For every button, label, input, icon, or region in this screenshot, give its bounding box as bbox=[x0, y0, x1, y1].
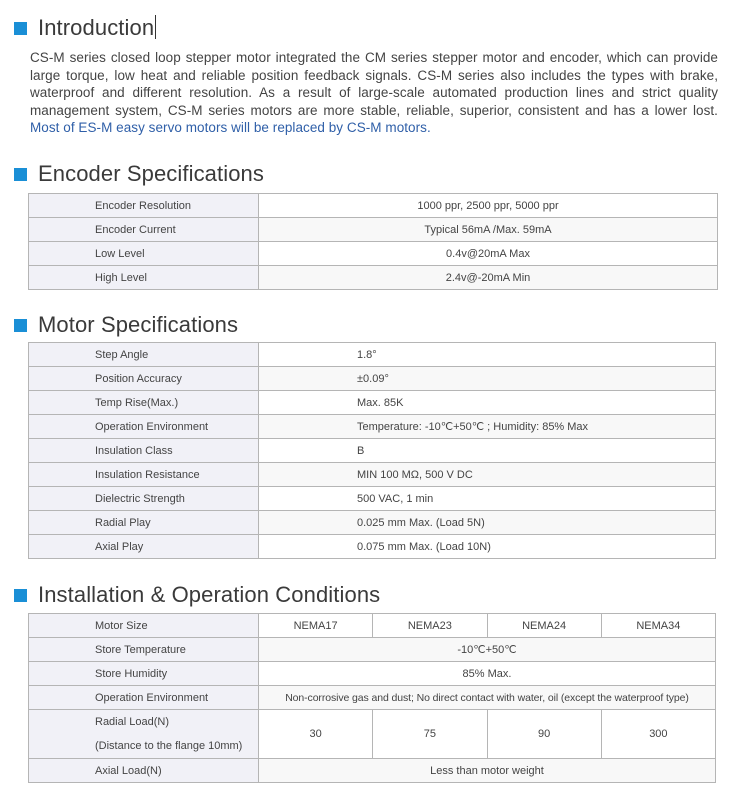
row-label: Axial Load(N) bbox=[29, 759, 259, 783]
table-row bbox=[29, 686, 716, 710]
installation-conditions-heading bbox=[14, 582, 380, 608]
row-value: 0.075 mm Max. (Load 10N) bbox=[259, 535, 716, 559]
table-row bbox=[29, 662, 716, 686]
table-row bbox=[29, 439, 716, 463]
table-row bbox=[29, 759, 716, 783]
introduction-highlight: Most of ES-M easy servo motors will be replaced by CS-M motors. bbox=[30, 120, 431, 135]
row-value: B bbox=[259, 439, 716, 463]
row-value: 0.025 mm Max. (Load 5N) bbox=[259, 511, 716, 535]
row-label: Operation Environment bbox=[29, 686, 259, 710]
installation-conditions-title: Installation & Operation Conditions bbox=[38, 582, 381, 607]
table-row bbox=[29, 511, 716, 535]
row-value: MIN 100 MΩ, 500 V DC bbox=[259, 463, 716, 487]
row-value: 85% Max. bbox=[259, 662, 716, 686]
section-square-icon bbox=[14, 319, 27, 332]
encoder-specifications-heading bbox=[14, 161, 264, 187]
section-square-icon bbox=[14, 168, 27, 181]
introduction-title: Introduction bbox=[38, 15, 155, 40]
row-value: 500 VAC, 1 min bbox=[259, 487, 716, 511]
table-row bbox=[29, 194, 718, 218]
row-label: Encoder Resolution bbox=[29, 194, 259, 218]
section-square-icon bbox=[14, 589, 27, 602]
radial-load-cell: 30 bbox=[259, 710, 373, 759]
table-row bbox=[29, 463, 716, 487]
row-label: Axial Play bbox=[29, 535, 259, 559]
row-label: Insulation Class bbox=[29, 439, 259, 463]
motor-specifications-heading bbox=[14, 312, 238, 338]
row-label: Encoder Current bbox=[29, 218, 259, 242]
table-row bbox=[29, 391, 716, 415]
row-label: Low Level bbox=[29, 242, 259, 266]
row-value: Less than motor weight bbox=[259, 759, 716, 783]
table-row bbox=[29, 242, 718, 266]
row-label: Insulation Resistance bbox=[29, 463, 259, 487]
table-row bbox=[29, 487, 716, 511]
row-label: High Level bbox=[29, 266, 259, 290]
text-cursor bbox=[155, 15, 156, 39]
row-label: Radial Play bbox=[29, 511, 259, 535]
row-label: Motor Size bbox=[29, 614, 259, 638]
table-row bbox=[29, 638, 716, 662]
row-value: 2.4v@-20mA Min bbox=[259, 266, 718, 290]
row-label bbox=[29, 710, 259, 759]
row-label: Operation Environment bbox=[29, 415, 259, 439]
row-value: ±0.09° bbox=[259, 367, 716, 391]
motor-specifications-title: Motor Specifications bbox=[38, 312, 239, 337]
row-label: Dielectric Strength bbox=[29, 487, 259, 511]
table-row bbox=[29, 614, 716, 638]
encoder-specifications-title: Encoder Specifications bbox=[38, 161, 264, 186]
row-value: 1.8° bbox=[259, 343, 716, 367]
radial-load-sublabel: (Distance to the flange 10mm) bbox=[95, 740, 243, 752]
table-row bbox=[29, 218, 718, 242]
row-label: Step Angle bbox=[29, 343, 259, 367]
row-value: Temperature: -10℃+50℃ ; Humidity: 85% Max bbox=[259, 415, 716, 439]
row-value: Typical 56mA /Max. 59mA bbox=[259, 218, 718, 242]
table-row bbox=[29, 266, 718, 290]
motor-size-cell: NEMA34 bbox=[601, 614, 715, 638]
row-label: Temp Rise(Max.) bbox=[29, 391, 259, 415]
motor-specifications-table bbox=[28, 342, 716, 559]
motor-size-cell: NEMA24 bbox=[487, 614, 601, 638]
radial-load-label: Radial Load(N) bbox=[95, 716, 169, 728]
row-label: Store Humidity bbox=[29, 662, 259, 686]
radial-load-cell: 300 bbox=[601, 710, 715, 759]
table-row bbox=[29, 710, 716, 759]
table-row bbox=[29, 535, 716, 559]
motor-size-cell: NEMA17 bbox=[259, 614, 373, 638]
row-label: Store Temperature bbox=[29, 638, 259, 662]
table-row bbox=[29, 415, 716, 439]
motor-size-cell: NEMA23 bbox=[373, 614, 487, 638]
introduction-text: CS-M series closed loop stepper motor integrated the CM series stepper motor and encoder, which can provide large torque, low heat and reliable position feedback signals. CS-M series also includes the types with brake, waterproof and different resolution. As a result of large-scale automated production lines and strict quality management system, CS-M series motors are more stable, reliable, superior, consistent and has a lower lost. Most of ES-M easy servo motors will be replaced by CS-M motors. bbox=[30, 50, 718, 135]
installation-conditions-table bbox=[28, 613, 716, 783]
table-row bbox=[29, 343, 716, 367]
section-square-icon bbox=[14, 22, 27, 35]
row-value: 1000 ppr, 2500 ppr, 5000 ppr bbox=[259, 194, 718, 218]
radial-load-cell: 90 bbox=[487, 710, 601, 759]
row-label: Position Accuracy bbox=[29, 367, 259, 391]
row-value: -10℃+50℃ bbox=[259, 638, 716, 662]
radial-load-cell: 75 bbox=[373, 710, 487, 759]
encoder-specifications-table bbox=[28, 193, 718, 290]
table-row bbox=[29, 367, 716, 391]
row-value: Non-corrosive gas and dust; No direct contact with water, oil (except the waterproof type) bbox=[259, 686, 716, 710]
row-value: Max. 85K bbox=[259, 391, 716, 415]
row-value: 0.4v@20mA Max bbox=[259, 242, 718, 266]
introduction-heading bbox=[14, 15, 156, 41]
